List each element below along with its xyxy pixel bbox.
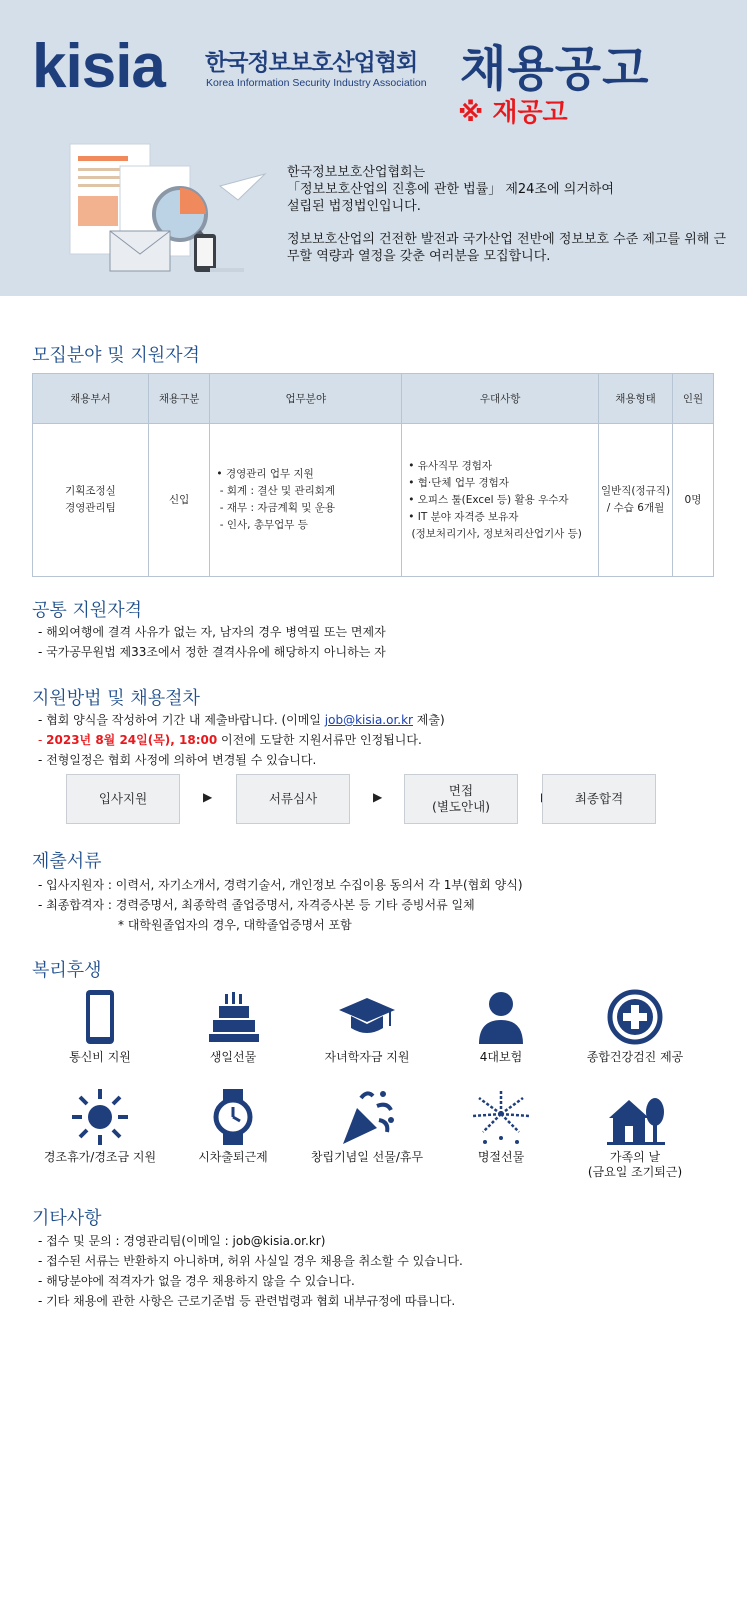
preferences-cell (402, 424, 599, 577)
arrow-icon: ▶ (203, 790, 213, 804)
welfare-label: 4대보험 (479, 1050, 523, 1064)
column-header: 채용부서 (33, 374, 149, 424)
section-title-welfare: 복리후생 (32, 960, 102, 981)
duties-cell (210, 424, 402, 577)
preference-item: • 오피스 툴(Excel 등) 활용 우수자 (408, 493, 569, 506)
list-item (38, 710, 445, 730)
probation-period: / 수습 6개월 (606, 502, 665, 514)
step-note: (별도안내) (431, 799, 491, 814)
column-header: 채용구분 (148, 374, 210, 424)
department-name: 기획조정실 (65, 485, 116, 497)
section-title-recruitment: 모집분야 및 지원자격 (32, 345, 200, 366)
duty-item: - 인사, 총무업무 등 (216, 519, 308, 531)
welfare-label: 자녀학자금 지원 (324, 1050, 410, 1064)
sun-icon (70, 1088, 130, 1146)
welfare-label: 시차출퇴근제 (198, 1150, 268, 1164)
documents-list (38, 875, 523, 935)
watch-icon (203, 1088, 263, 1146)
table-header-row (33, 374, 714, 424)
intro-line: 설립된 법정법인입니다. (287, 199, 421, 214)
preference-item: • IT 분야 자격증 보유자 (408, 510, 519, 523)
step-interview (404, 774, 518, 824)
welfare-item (302, 988, 432, 1065)
welfare-label (570, 1150, 700, 1180)
intro-paragraph: 정보보호산업의 건전한 발전과 국가산업 전반에 정보보호 수준 제고를 위해 근무할 역량과 열정을 갖춘 여러분을 모집합니다. (287, 232, 727, 264)
header-banner (0, 0, 747, 296)
list-item: * 대학원졸업자의 경우, 대학졸업증명서 포함 (118, 918, 352, 932)
table-row (33, 424, 714, 577)
party-popper-icon (337, 1088, 397, 1146)
welfare-label: 통신비 지원 (69, 1050, 131, 1064)
recruitment-table (32, 373, 714, 577)
intro-line: 「정보보호산업의 진흥에 관한 법률」 제24조에 의거하여 (287, 182, 614, 197)
org-name-kr: 한국정보보호산업협회 (205, 50, 418, 76)
reannouncement-label: ※ 재공고 (458, 98, 568, 128)
section-title-etc: 기타사항 (32, 1208, 102, 1229)
process-text: 이전에 도달한 지원서류만 인정됩니다. (217, 733, 422, 747)
org-name-en: Korea Information Security Industry Association (206, 77, 427, 89)
etc-list (38, 1231, 463, 1311)
welfare-label: 종합건강검진 제공 (586, 1050, 684, 1064)
welfare-label: 명절선물 (477, 1150, 525, 1164)
welfare-label: 경조휴가/경조금 지원 (43, 1150, 157, 1164)
welfare-item (570, 988, 700, 1065)
list-item: - 국가공무원법 제33조에서 정한 결격사유에 해당하지 아니하는 자 (38, 645, 386, 659)
email-link[interactable]: job@kisia.or.kr (324, 713, 413, 727)
duty-item: - 재무 : 자금계획 및 운용 (216, 502, 336, 514)
list-item: - 접수 및 문의 : 경영관리팀(이메일 : job@kisia.or.kr) (38, 1234, 326, 1248)
welfare-item (35, 988, 165, 1065)
welfare-item (168, 988, 298, 1065)
house-icon (605, 1088, 665, 1146)
kisia-logo: kisia (32, 32, 165, 101)
step-document-screening: 서류심사 (236, 774, 350, 824)
welfare-item (35, 1088, 165, 1165)
preference-item: • 유사직무 경험자 (408, 459, 493, 472)
smartphone-icon (70, 988, 130, 1046)
list-item: - 해당분야에 적격자가 없을 경우 채용하지 않을 수 있습니다. (38, 1274, 355, 1288)
list-item: - 접수된 서류는 반환하지 아니하며, 허위 사실일 경우 채용을 취소할 수 있습니다. (38, 1254, 463, 1268)
welfare-item (436, 1088, 566, 1165)
welfare-label: 생일선물 (209, 1050, 257, 1064)
medical-cross-icon (605, 988, 665, 1046)
section-title-documents: 제출서류 (32, 851, 102, 872)
list-item (38, 730, 445, 750)
team-name: 경영관리팀 (65, 502, 116, 514)
intro-line: 한국정보보호산업협회는 (287, 165, 426, 180)
common-qualifications-list (38, 622, 386, 662)
welfare-item (436, 988, 566, 1065)
person-icon (471, 988, 531, 1046)
list-item: - 기타 채용에 관한 사항은 근로기준법 등 관련법령과 협회 내부규정에 따릅니다. (38, 1294, 456, 1308)
graduation-cap-icon (337, 988, 397, 1046)
welfare-item (168, 1088, 298, 1165)
list-item: - 해외여행에 결격 사유가 없는 자, 남자의 경우 병역필 또는 면제자 (38, 625, 386, 639)
welfare-item (570, 1088, 700, 1180)
documents-illustration-icon (60, 136, 270, 284)
list-item: - 입사지원자 : 이력서, 자기소개서, 경력기술서, 개인정보 수집이용 동의서 각 1부(협회 양식) (38, 878, 523, 892)
duty-item: • 경영관리 업무 지원 (216, 468, 314, 480)
welfare-item (302, 1088, 432, 1165)
preference-item: (정보처리기사, 정보처리산업기사 등) (408, 527, 582, 540)
dash: - (38, 733, 47, 747)
section-title-common: 공통 지원자격 (32, 600, 143, 621)
column-header: 우대사항 (402, 374, 599, 424)
process-list (38, 710, 445, 770)
deadline-date: 2023년 8월 24일(목), 18:00 (46, 733, 218, 747)
hiring-type-cell: 신입 (148, 424, 210, 577)
process-text: - 협회 양식을 작성하여 기간 내 제출바랍니다. (이메일 (38, 713, 325, 727)
process-text: 제출) (412, 713, 445, 727)
column-header: 채용형태 (599, 374, 673, 424)
welfare-label-note: (금요일 조기퇴근) (587, 1165, 683, 1179)
step-application: 입사지원 (66, 774, 180, 824)
preference-item: • 협·단체 업무 경험자 (408, 476, 509, 489)
welfare-label-line: 가족의 날 (609, 1150, 661, 1164)
hiring-process-flow (66, 774, 648, 824)
list-item: - 전형일정은 협회 사정에 의하여 변경될 수 있습니다. (38, 753, 317, 767)
column-header: 인원 (672, 374, 713, 424)
column-header: 업무분야 (210, 374, 402, 424)
department-cell (33, 424, 149, 577)
duty-item: - 회계 : 결산 및 관리회계 (216, 485, 336, 497)
step-label: 면접 (448, 783, 474, 798)
arrow-icon: ▶ (373, 790, 383, 804)
employment-form: 일반직(정규직) (600, 485, 671, 497)
employment-form-cell (599, 424, 673, 577)
list-item: - 최종합격자 : 경력증명서, 최종학력 졸업증명서, 자격증사본 등 기타 증빙서류 일체 (38, 898, 475, 912)
headcount-cell: 0명 (672, 424, 713, 577)
intro-text (287, 164, 727, 281)
step-final-pass: 최종합격 (542, 774, 656, 824)
page-title: 채용공고 (460, 41, 650, 97)
fireworks-icon (471, 1088, 531, 1146)
welfare-label: 창립기념일 선물/휴무 (310, 1150, 424, 1164)
birthday-cake-icon (203, 988, 263, 1046)
section-title-process: 지원방법 및 채용절차 (32, 688, 200, 709)
